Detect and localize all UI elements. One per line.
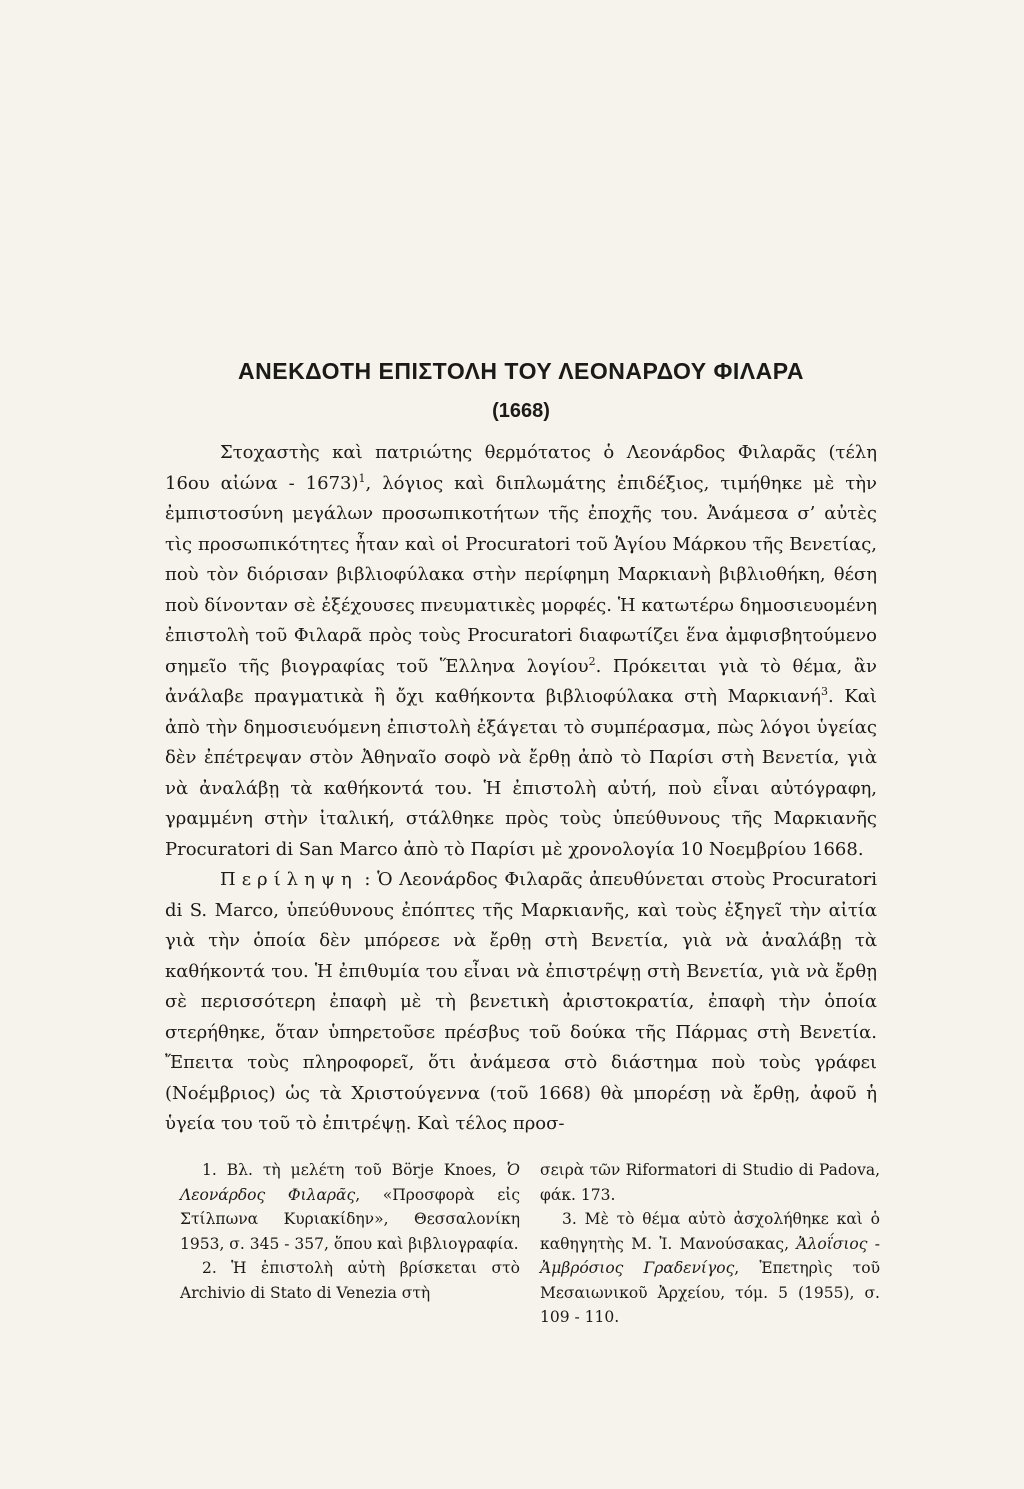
footnote-ref-3[interactable]: 3 <box>821 685 829 698</box>
summary-text: : Ὁ Λεονάρδος Φιλαρᾶς ἀπευθύνεται στοὺς Procuratori di S. Marco, ὑπεύθυνους ἐπόπτες τῆς Μαρκιανῆς, καὶ τοὺς ἐξηγεῖ τὴν αἰτία γιὰ τὴν ὁποία δὲν μπόρεσε νὰ ἔρθῃ στὴ Βενετία, γιὰ νὰ ἀναλάβῃ τὰ καθήκοντά του. Ἡ ἐπιθυμία του εἶναι νὰ ἐπιστρέψῃ στὴ Βενετία, γιὰ νὰ ἔρθῃ σὲ περισσότερη ἐπαφὴ μὲ τὴ βενετικὴ ἀριστοκρατία, ἐπαφὴ τὴν ὁποία στερήθηκε, ὅταν ὑπηρετοῦσε πρέσβυς τοῦ δούκα τῆς Πάρμας στὴ Βενετία. Ἔπειτα τοὺς πληροφορεῖ, ὅτι ἀνάμεσα στὸ διάστημα ποὺ τοὺς γράφει (Νοέμβριος) ὡς τὰ Χριστούγεννα (τοῦ 1668) θὰ μπορέσῃ νὰ ἔρθῃ, ἀφοῦ ἡ ὑγεία του τοῦ τὸ ἐπιτρέψῃ. Καὶ τέλος προσ- <box>165 869 877 1134</box>
paragraph-introduction <box>165 438 877 865</box>
footnotes-left-column <box>180 1158 520 1330</box>
footnote-2: 2. Ἡ ἐπιστολὴ αὐτὴ βρίσκεται στὸ Archivio di Stato di Venezia στὴ <box>180 1259 520 1302</box>
article-title: ΑΝΕΚΔΟΤΗ ΕΠΙΣΤΟΛΗ ΤΟΥ ΛΕΟΝΑΡΔΟΥ ΦΙΛΑΡΑ <box>238 358 804 384</box>
intro-text-b: , λόγιος καὶ διπλωμάτης ἐπιδέξιος, τιμήθηκε μὲ τὴν ἐμπιστοσύνη μεγάλων προσωπικοτήτων τῆς ἐποχῆς του. Ἀνάμεσα σ’ αὐτὲς τὶς προσωπικότητες ἦταν καὶ οἱ Procuratori τοῦ Ἁγίου Μάρκου τῆς Βενετίας, ποὺ τὸν διόρισαν βιβλιοφύλακα στὴν περίφημη Μαρκιανὴ βιβλιοθήκη, θέση ποὺ δίνονταν σὲ ἐξέχουσες πνευματικὲς μορφές. Ἡ κατωτέρω δημοσιευομένη ἐπιστολὴ τοῦ Φιλαρᾶ πρὸς τοὺς Procuratori διαφωτίζει ἕνα ἀμφισβητούμενο σημεῖο τῆς βιογραφίας τοῦ Ἕλληνα λογίου <box>165 472 877 677</box>
article-page <box>165 356 877 1140</box>
footnote-ref-2[interactable]: 2 <box>588 654 596 668</box>
footnotes <box>180 1158 880 1330</box>
footnote-3-text-b: , Ἐπετηρὶς τοῦ Μεσαιωνικοῦ Ἀρχείου, τόμ. 5 (1955), σ. 109 - 110. <box>540 1259 881 1326</box>
footnote-1-text-a: 1. Βλ. τὴ μελέτη τοῦ Börje Knoes, <box>202 1161 507 1179</box>
footnote-1 <box>180 1158 520 1256</box>
footnote-1-text-b: , «Προσφορὰ εἰς Στίλπωνα Κυριακίδην», Θεσσαλονίκη 1953, σ. 345 - 357, ὅπου καὶ βιβλιογραφία. <box>180 1185 521 1253</box>
footnote-ref-1[interactable]: 1 <box>358 471 366 485</box>
intro-text-c: . Πρόκειται γιὰ τὸ θέμα, ἂν ἀνάλαβε πραγματικὰ ἢ ὄχι καθήκοντα βιβλιοφύλακα στὴ Μαρκιανή <box>165 655 877 707</box>
article-year: (1668) <box>492 400 550 422</box>
intro-text-a: Στοχαστὴς καὶ πατριώτης θερμότατος ὁ Λεονάρδος Φιλαρᾶς (τέλη 16ου αἰώνα - 1673) <box>165 442 877 494</box>
footnote-2-continuation: σειρὰ τῶν Riformatori di Studio di Padova, φάκ. 173. <box>540 1161 880 1204</box>
article-body <box>165 438 877 1140</box>
paragraph-summary <box>165 865 877 1140</box>
footnote-1-italic-title: Ὁ Λεονάρδος Φιλαρᾶς <box>180 1161 520 1204</box>
summary-label: Περίληψη <box>220 869 358 890</box>
intro-text-d: . Καὶ ἀπὸ τὴν δημοσιευόμενη ἐπιστολὴ ἐξάγεται τὸ συμπέρασμα, πὼς λόγοι ὑγείας δὲν ἐπέτρεψαν στὸν Ἀθηναῖο σοφὸ νὰ ἔρθῃ ἀπὸ τὸ Παρίσι στὴ Βενετία, γιὰ νὰ ἀναλάβῃ τὰ καθήκοντά του. Ἡ ἐπιστολὴ αὐτή, ποὺ εἶναι αὐτόγραφη, γραμμένη στὴν ἰταλική, στάλθηκε πρὸς τοὺς ὑπεύθυνους τῆς Μαρκιανῆς Procuratori di San Marco ἀπὸ τὸ Παρίσι μὲ χρονολογία 10 Νοεμβρίου 1668. <box>165 686 877 860</box>
footnote-3-text-a: 3. Μὲ τὸ θέμα αὐτὸ ἀσχολήθηκε καὶ ὁ καθηγητὴς Μ. Ἰ. Μανούσακας, <box>540 1210 880 1253</box>
footnote-3-italic-title: Ἀλοΐσιος - Ἀμβρόσιος Γραδενίγος <box>540 1234 880 1277</box>
footnote-3 <box>540 1207 880 1330</box>
footnotes-right-column <box>540 1158 880 1330</box>
